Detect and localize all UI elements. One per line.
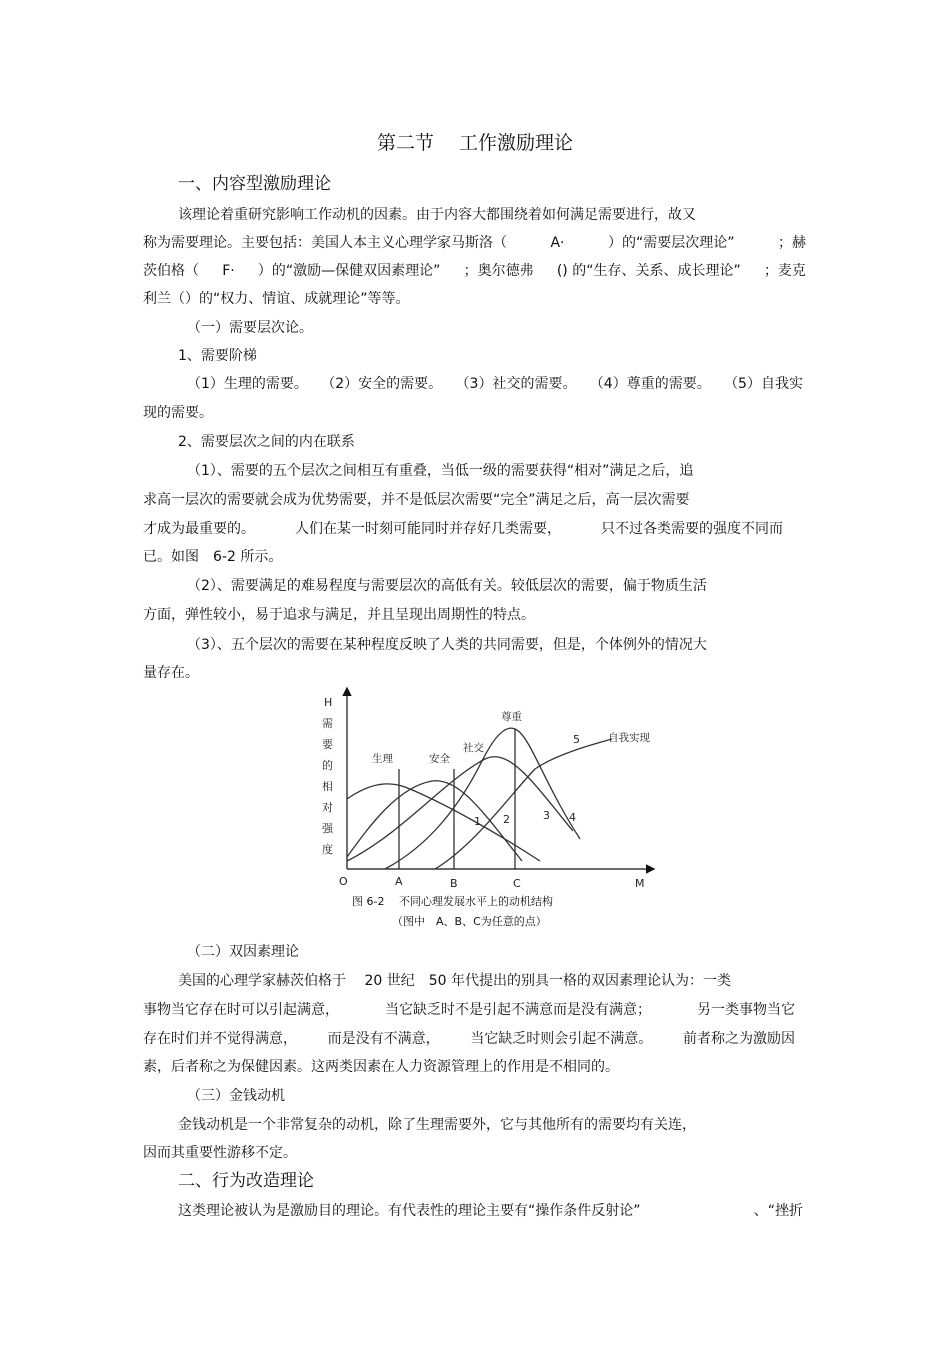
text-segment: 、“挫折 — [753, 1203, 803, 1219]
text-segment: ；奥尔德弗 — [463, 263, 534, 279]
needs-hierarchy-diagram — [310, 685, 665, 890]
text-segment: 只不过各类需要的强度不同而 — [601, 521, 783, 537]
paragraph-3-line-2: 量存在。 — [143, 665, 199, 681]
text-segment: 当它缺乏时不是引起不满意而是没有满意； — [385, 1002, 651, 1018]
two-factor-line-4: 素，后者称之为保健因素。这两类因素在人力资源管理上的作用是不相同的。 — [143, 1059, 619, 1075]
curve-number: 1 — [474, 815, 481, 828]
subsection-1-heading: （一）需要层次论。 — [187, 320, 313, 336]
text-segment: ；赫 — [778, 235, 806, 251]
text-segment: 当它缺乏时则会引起不满意。 — [470, 1031, 653, 1047]
point-label-b: B — [450, 877, 458, 890]
text-segment: ）的“激励—保健双因素理论” — [257, 263, 441, 279]
text-segment: 人们在某一时刻可能同时并存好几类需要， — [295, 521, 561, 537]
curve-number: 2 — [503, 813, 510, 826]
y-axis-label-char: 要 — [322, 738, 333, 751]
item-2-heading: 2、需要层次之间的内在联系 — [178, 434, 355, 450]
two-factor-line-3 — [143, 1029, 795, 1049]
behavior-line-1 — [178, 1201, 803, 1221]
money-motive-line-2: 因而其重要性游移不定。 — [143, 1145, 297, 1161]
intro-line-3 — [143, 261, 806, 281]
intro-line-2 — [143, 233, 806, 253]
text-segment: A· — [550, 235, 565, 251]
curve-label-self-actualization: 自我实现 — [608, 732, 650, 744]
text-segment: ）的“需要层次理论” — [608, 235, 735, 251]
text-segment: 茨伯格（ — [143, 263, 199, 279]
figure-caption: 图 6-2 不同心理发展水平上的动机结构 — [352, 895, 553, 908]
two-factor-line-1: 美国的心理学家赫茨伯格于 20 世纪 50 年代提出的别具一格的双因素理论认为：一类 — [178, 973, 731, 989]
curve-number: 4 — [569, 811, 576, 824]
need-item: （1）生理的需要。 — [187, 376, 308, 392]
needs-list-line-2: 现的需要。 — [143, 405, 213, 421]
text-segment: 而是没有不满意， — [327, 1031, 440, 1047]
text-segment: 事物当它存在时可以引起满意， — [143, 1002, 339, 1018]
paragraph-1-line-2: 求高一层次的需要就会成为优势需要，并不是低层次需要“完全”满足之后，高一层次需要 — [143, 492, 690, 508]
y-axis-label-char: 强 — [322, 822, 333, 835]
text-segment: 才成为最重要的。 — [143, 521, 255, 537]
y-axis-label-char: 的 — [322, 759, 333, 772]
section-1-heading: 一、内容型激励理论 — [178, 174, 331, 194]
need-item: （5）自我实 — [724, 376, 803, 392]
needs-list-line-1 — [187, 374, 803, 394]
money-motive-line-1: 金钱动机是一个非常复杂的动机，除了生理需要外，它与其他所有的需要均有关连， — [178, 1117, 696, 1133]
paragraph-2-line-2: 方面，弹性较小，易于追求与满足，并且呈现出周期性的特点。 — [143, 607, 535, 623]
intro-line-4: 利兰（）的“权力、情谊、成就理论”等等。 — [143, 291, 410, 307]
y-axis-label-char: 对 — [322, 801, 333, 814]
paragraph-1-line-1: （1）、需要的五个层次之间相互有重叠，当低一级的需要获得“相对”满足之后，追 — [187, 463, 694, 479]
origin-label: O — [339, 875, 348, 888]
paragraph-1-line-4: 已。如图 6-2 所示。 — [143, 549, 283, 565]
curve-number: 3 — [543, 809, 550, 822]
two-factor-line-2 — [143, 1000, 795, 1020]
y-axis-label-h: H — [324, 696, 333, 709]
point-label-c: C — [513, 877, 521, 890]
paragraph-2-line-1: （2）、需要满足的难易程度与需要层次的高低有关。较低层次的需要，偏于物质生活 — [187, 578, 707, 594]
point-label-a: A — [395, 875, 403, 888]
curve-label-safety: 安全 — [429, 753, 450, 765]
text-segment: F· — [222, 263, 235, 279]
text-segment: 前者称之为激励因 — [682, 1031, 795, 1047]
text-segment: 这类理论被认为是激励目的理论。有代表性的理论主要有“操作条件反射论” — [178, 1203, 641, 1219]
subsection-2-heading: （二）双因素理论 — [187, 944, 299, 960]
text-segment: 另一类事物当它 — [697, 1002, 795, 1018]
curve-self-actualization — [435, 739, 612, 869]
curve-label-esteem: 尊重 — [501, 711, 522, 723]
page-title: 第二节 工作激励理论 — [376, 132, 574, 154]
text-segment: ；麦克 — [763, 263, 806, 279]
y-axis-label-char: 相 — [322, 780, 333, 793]
figure-caption-note: （图中 A、B、C为任意的点） — [392, 915, 547, 928]
item-1-heading: 1、需要阶梯 — [178, 348, 257, 364]
y-axis-label-char: 度 — [322, 843, 333, 856]
x-axis-end-label: M — [635, 877, 645, 890]
curve-number: 5 — [573, 733, 580, 746]
need-item: （3）社交的需要。 — [455, 376, 577, 392]
subsection-3-heading: （三）金钱动机 — [187, 1088, 285, 1104]
y-axis-label-char: 需 — [322, 717, 333, 730]
text-segment: () 的“生存、关系、成长理论” — [556, 263, 741, 279]
paragraph-3-line-1: （3）、五个层次的需要在某种程度反映了人类的共同需要，但是，个体例外的情况大 — [187, 637, 707, 653]
need-item: （2）安全的需要。 — [321, 376, 443, 392]
intro-line-1: 该理论着重研究影响工作动机的因素。由于内容大都围绕着如何满足需要进行，故又 — [178, 207, 696, 223]
curve-label-social: 社交 — [463, 742, 484, 754]
paragraph-1-line-3 — [143, 519, 783, 539]
text-segment: 称为需要理论。主要包括：美国人本主义心理学家马斯洛（ — [143, 235, 507, 251]
curve-label-physiological: 生理 — [372, 753, 393, 765]
text-segment: 存在时们并不觉得满意， — [143, 1031, 297, 1047]
curve-safety — [347, 781, 522, 861]
curve-social — [347, 757, 573, 861]
need-item: （4）尊重的需要。 — [589, 376, 711, 392]
section-2-heading: 二、行为改造理论 — [178, 1171, 314, 1191]
